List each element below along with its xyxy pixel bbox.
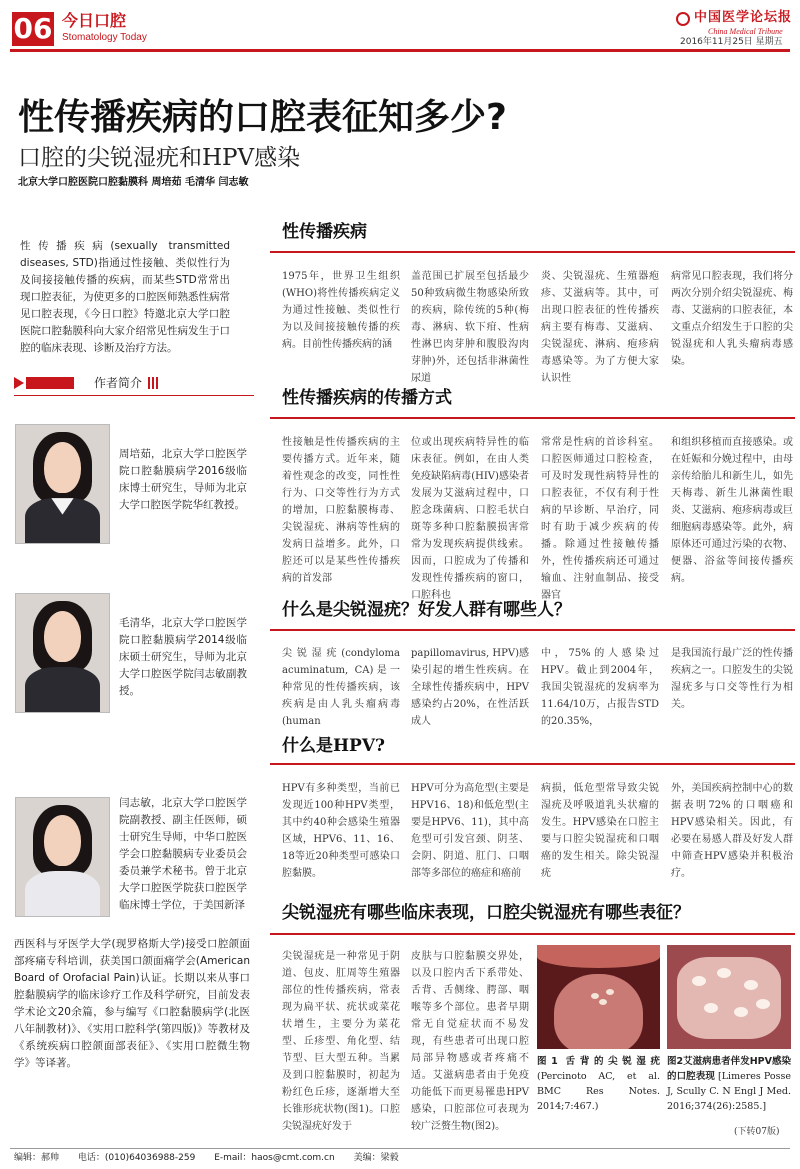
footer-phone: 电话：(010)64036988-259	[77, 1153, 196, 1163]
page-number-badge: 06	[13, 12, 53, 45]
section-hpv-column-1: HPV有多种类型，当前已发现近100种HPV类型，其中约40种会感染生殖器区域，HPV6、11、16、18等近20种类型可感染口腔黏膜。	[282, 783, 400, 879]
footer	[14, 1152, 415, 1164]
section-transmission-column-4: 和组织移植而直接感染。或在妊娠和分娩过程中，由母亲传给胎儿和新生儿，如先天梅毒、新生儿淋菌性眼炎、艾滋病、疱疹病毒或巨细胞病毒感染等。此外，病原体还可通过污染的衣物、便器、浴盆等间接传播疾病。	[671, 437, 793, 584]
footer-email[interactable]: E-mail：haos@cmt.com.cn	[214, 1153, 335, 1163]
author-heading-label: 作者简介	[94, 376, 143, 390]
publication-name: 中国医学论坛报	[694, 10, 793, 25]
author-bio-zhou: 周培茹，北京大学口腔医学院口腔黏膜病学2016级临床博士研究生，导师为北京大学口腔医学院华红教授。	[119, 448, 247, 511]
section-clinical-column-2: 皮肤与口腔黏膜交界处，以及口腔内舌下系带处、舌背、舌侧缘、腭部、咽喉等多个部位。患者早期常无自觉症状而不易发现，有些患者可出现口腔局部异物感或者疼痛不适。艾滋病患者由于免疫功能低下而更易罹患HPV感染，口腔部位可表现为较广泛赘生物(图2)。	[411, 951, 529, 1132]
author-photo-mao	[15, 593, 110, 713]
article-subtitle: 口腔的尖锐湿疣和HPV感染	[18, 145, 301, 171]
heading-bar	[26, 377, 74, 389]
author-photo-yan	[15, 797, 110, 917]
triangle-marker-icon	[14, 377, 24, 389]
section-clinical-column-1: 尖锐湿疣是一种常见于阴道、包皮、肛周等生殖器部位的性传播疾病，常表现为扁平状、疣状或菜花状增生，主要分为菜花型、丘疹型、角化型、结节型、巨大型五种。当累及到口腔黏膜时，初起为粉红色丘疹，逐渐增大至长锥形疣状物(图1)。口腔尖锐湿疣好发于	[282, 951, 400, 1132]
figure-hiv-oral-hpv	[667, 945, 791, 1049]
publication-logo-icon	[676, 12, 690, 26]
section-hpv-column-2: HPV可分为高危型(主要是HPV16、18)和低危型(主要是HPV6、11)，其中高危型可引发宫颈、阴茎、会阴、阴道、肛门、口咽部等多部位的癌症和癌前	[411, 783, 529, 879]
figure-tongue-wart	[537, 945, 660, 1049]
author-bio-yan-continued: 西医科与牙医学大学(现罗格斯大学)接受口腔颌面部疼痛专科培训，获美国口颌面痛学会(American Board of Orofacial Pain)认证。长期以来从事口腔黏膜病学的临床诊疗工作及科学研究，目前发表学术论文20余篇，参与编写《口腔黏膜病学(北医八年制教材)》、《实用口腔科学(第四版)》等教材及《系统疾病口腔颌面部表征》、《实用口腔微生物学》等译著。	[14, 938, 250, 1069]
article-intro: 性传播疾病(sexually transmitted diseases, STD)指通过性接触、类似性行为及间接接触传播的疾病，而某些STD常常出现口腔表征，为使更多的口腔医师熟悉性病常见口腔表现，《今日口腔》特邀北京大学口腔医院口腔黏膜科向大家介绍常见性病发生于口腔的临床表现、诊断及治疗方法。	[20, 240, 230, 354]
figure-2-caption	[667, 1054, 791, 1114]
section-std-column-2: 盖范围已扩展至包括最少50种致病微生物感染所致的疾病，除传统的5种(梅毒、淋病、软下疳、性病性淋巴肉芽肿和腹股沟肉芽肿)外，还包括非淋菌性尿道	[411, 271, 529, 384]
section-title-hpv: 什么是HPV?	[282, 736, 385, 756]
footer-designer: 美编：梁毅	[353, 1153, 399, 1163]
figure-2-label: 图2艾滋病患者伴发HPV感染的口腔表现	[667, 1056, 791, 1082]
section-transmission-column-1: 性接触是性传播疾病的主要传播方式。近年来，随着性观念的改变，同性性行为、口交等性行为方式的增加，口腔黏膜梅毒、尖锐湿疣、淋病等性病的发病日益增多。此外，口腔还可以是某些性传播疾病的首发部	[282, 437, 400, 584]
section-divider	[270, 629, 795, 631]
section-hpv-column-4: 外，美国疾病控制中心的数据表明72%的口咽癌和HPV感染相关。因此，有必要在易感人群及好发人群中筛查HPV感染并积极治疗。	[671, 783, 793, 879]
section-transmission-column-2: 位或出现疾病特异性的临床表征。例如，在由人类免疫缺陷病毒(HIV)感染者发展为艾滋病过程中，口腔念珠菌病、口腔毛状白斑等多种口腔黏膜损害常常为发现疾病提供线索。因而，口腔成为了传播和发现性传播疾病的窗口，口腔科也	[411, 437, 529, 601]
author-bio-mao: 毛清华，北京大学口腔医学院口腔黏膜病学2014级临床硕士研究生，导师为北京大学口腔医学院闫志敏副教授。	[119, 617, 247, 697]
figure-1-label: 图1 舌背的尖锐湿疣	[537, 1056, 660, 1067]
section-title-clinical: 尖锐湿疣有哪些临床表现，口腔尖锐湿疣有哪些表征？	[282, 903, 690, 923]
section-title-condyloma: 什么是尖锐湿疣？好发人群有哪些人？	[282, 600, 571, 620]
column-title-en: Stomatology Today	[62, 32, 147, 43]
figure-2-source: [Limeres Posse J, Scully C. N Engl J Med. 2016;374(26):2585.]	[667, 1071, 791, 1112]
section-std-column-4: 病常见口腔表现，我们将分两次分别介绍尖锐湿疣、梅毒、艾滋病的口腔表征，本文重点介绍发生于口腔的尖锐湿疣和人乳头瘤病毒感染。	[671, 271, 793, 367]
author-bio-yan: 闫志敏，北京大学口腔医学院副教授、副主任医师，硕士研究生导师，中华口腔医学会口腔黏膜病专业委员会委员兼学术秘书。曾于北京大学口腔医学院获口腔医学临床博士学位，于美国新泽	[119, 797, 247, 911]
footer-editor: 编辑：郝帅	[14, 1153, 60, 1163]
section-condyloma-column-4: 是我国流行最广泛的性传播疾病之一。口腔发生的尖锐湿疣多与口交等性行为相关。	[671, 648, 793, 710]
bar-marker	[152, 377, 154, 389]
issue-date: 2016年11月25日 星期五	[680, 37, 783, 47]
figure-1-source: (Percinoto AC, et al. BMC Res Notes. 2014;7:467.)	[537, 1071, 660, 1112]
section-divider	[270, 417, 795, 419]
section-std-column-1: 1975年，世界卫生组织(WHO)将性传播疾病定义为通过性接触、类似性行为以及间接接触传播的疾病。目前性传播疾病的涵	[282, 271, 400, 350]
section-hpv-column-3: 病损，低危型常导致尖锐湿疣及呼吸道乳头状瘤的发生。HPV感染在口腔主要与口腔尖锐湿疣和口咽癌的发生相关。除尖锐湿疣	[541, 783, 659, 879]
section-condyloma-column-2: papillomavirus, HPV)感染引起的增生性疾病。在全球性传播疾病中，HPV感染约占20%，在性活跃成人	[411, 648, 529, 727]
article-title: 性传播疾病的口腔表征知多少?	[18, 97, 507, 138]
section-title-transmission: 性传播疾病的传播方式	[282, 388, 452, 408]
section-std-column-3: 炎、尖锐湿疣、生殖器疱疹、艾滋病等。其中，可出现口腔表征的性传播疾病主要有梅毒、艾滋病、尖锐湿疣、淋病、疱疹病毒感染等。为了方便大家认识性	[541, 271, 659, 384]
figure-1-caption	[537, 1054, 660, 1114]
section-condyloma-column-3: 中，75%的人感染过HPV。截止到2004年，我国尖锐湿疣的发病率为11.64/10万，占报告STD的20.35%，	[541, 648, 659, 727]
continued-note: (下转07版)	[734, 1127, 780, 1137]
section-title-std: 性传播疾病	[282, 222, 367, 242]
header-divider	[10, 49, 790, 52]
article-authors: 北京大学口腔医院口腔黏膜科 周培茹 毛清华 闫志敏	[18, 177, 249, 188]
footer-divider	[10, 1148, 790, 1149]
author-divider	[14, 395, 254, 396]
author-photo-zhou	[15, 424, 110, 544]
section-transmission-column-3: 常常是性病的首诊科室。口腔医师通过口腔检查，可及时发现性病特异性的口腔表征，不仅有利于性病的早诊断、早治疗，同时有助于减少疾病的传播。除通过性接触传播外，性传播疾病还可通过输血、注射血制品、接受器官	[541, 437, 659, 601]
column-title: 今日口腔	[62, 11, 127, 30]
publication-name-en: China Medical Tribune	[708, 27, 783, 36]
section-condyloma-column-1: 尖锐湿疣(condyloma acuminatum, CA)是一种常见的性传播疾病，该疾病是由人乳头瘤病毒(human	[282, 648, 400, 727]
section-divider	[270, 763, 795, 765]
section-divider	[270, 251, 795, 253]
section-divider	[270, 933, 795, 935]
